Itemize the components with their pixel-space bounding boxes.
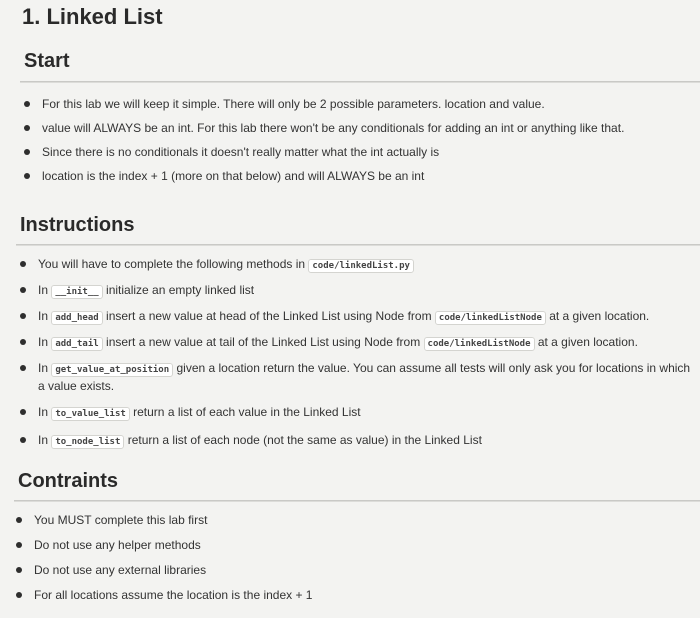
bullet-icon (20, 409, 26, 415)
list-item: In to_node_list return a list of each node (not the same as value) in the Linked List (20, 432, 694, 450)
list-item: For all locations assume the location is the index + 1 (16, 587, 690, 603)
list-item: In to_value_list return a list of each value in the Linked List (20, 404, 694, 422)
list-item: Since there is no conditionals it doesn't really matter what the int actually is (24, 144, 694, 160)
start-divider (20, 81, 700, 83)
bullet-icon (20, 261, 26, 267)
list-item: value will ALWAYS be an int. For this lab there won't be any conditionals for adding an int or anything like that. (24, 120, 694, 136)
code-method: __init__ (51, 285, 102, 299)
list-item: In add_head insert a new value at head of the Linked List using Node from code/linkedListNode at a given location. (20, 308, 694, 326)
bullet-icon (24, 125, 30, 131)
bullet-icon (20, 437, 26, 443)
bullet-icon (20, 313, 26, 319)
list-item: In __init__ initialize an empty linked list (20, 282, 694, 300)
constraints-list (16, 512, 690, 603)
list-item: Do not use any external libraries (16, 562, 690, 578)
code-filename: code/linkedListNode (424, 337, 535, 351)
list-item: You MUST complete this lab first (16, 512, 690, 528)
bullet-icon (20, 339, 26, 345)
instructions-list (20, 256, 694, 450)
list-item: Do not use any helper methods (16, 537, 690, 553)
bullet-icon (16, 567, 22, 573)
code-method: to_node_list (51, 435, 124, 449)
instructions-heading: Instructions (20, 214, 135, 236)
start-heading: Start (24, 50, 70, 72)
instructions-divider (16, 244, 700, 246)
bullet-icon (16, 517, 22, 523)
bullet-icon (24, 149, 30, 155)
code-method: add_tail (51, 337, 102, 351)
bullet-icon (20, 365, 26, 371)
constraints-heading: Contraints (18, 470, 118, 492)
list-item: For this lab we will keep it simple. There will only be 2 possible parameters. location and value. (24, 96, 694, 112)
code-filename: code/linkedList.py (308, 259, 414, 273)
bullet-icon (24, 173, 30, 179)
bullet-icon (20, 287, 26, 293)
list-item: In get_value_at_position given a location return the value. You can assume all tests will only ask you for locations in which a value exists. (20, 360, 694, 394)
bullet-icon (16, 542, 22, 548)
page-title: 1. Linked List (22, 4, 163, 29)
bullet-icon (24, 101, 30, 107)
list-item: In add_tail insert a new value at tail of the Linked List using Node from code/linkedListNode at a given location. (20, 334, 694, 352)
code-filename: code/linkedListNode (435, 311, 546, 325)
code-method: add_head (51, 311, 102, 325)
code-method: to_value_list (51, 407, 129, 421)
constraints-divider (14, 500, 700, 502)
start-list (24, 96, 694, 184)
list-item: You will have to complete the following methods in code/linkedList.py (20, 256, 694, 274)
code-method: get_value_at_position (51, 363, 173, 377)
list-item: location is the index + 1 (more on that below) and will ALWAYS be an int (24, 168, 694, 184)
bullet-icon (16, 592, 22, 598)
